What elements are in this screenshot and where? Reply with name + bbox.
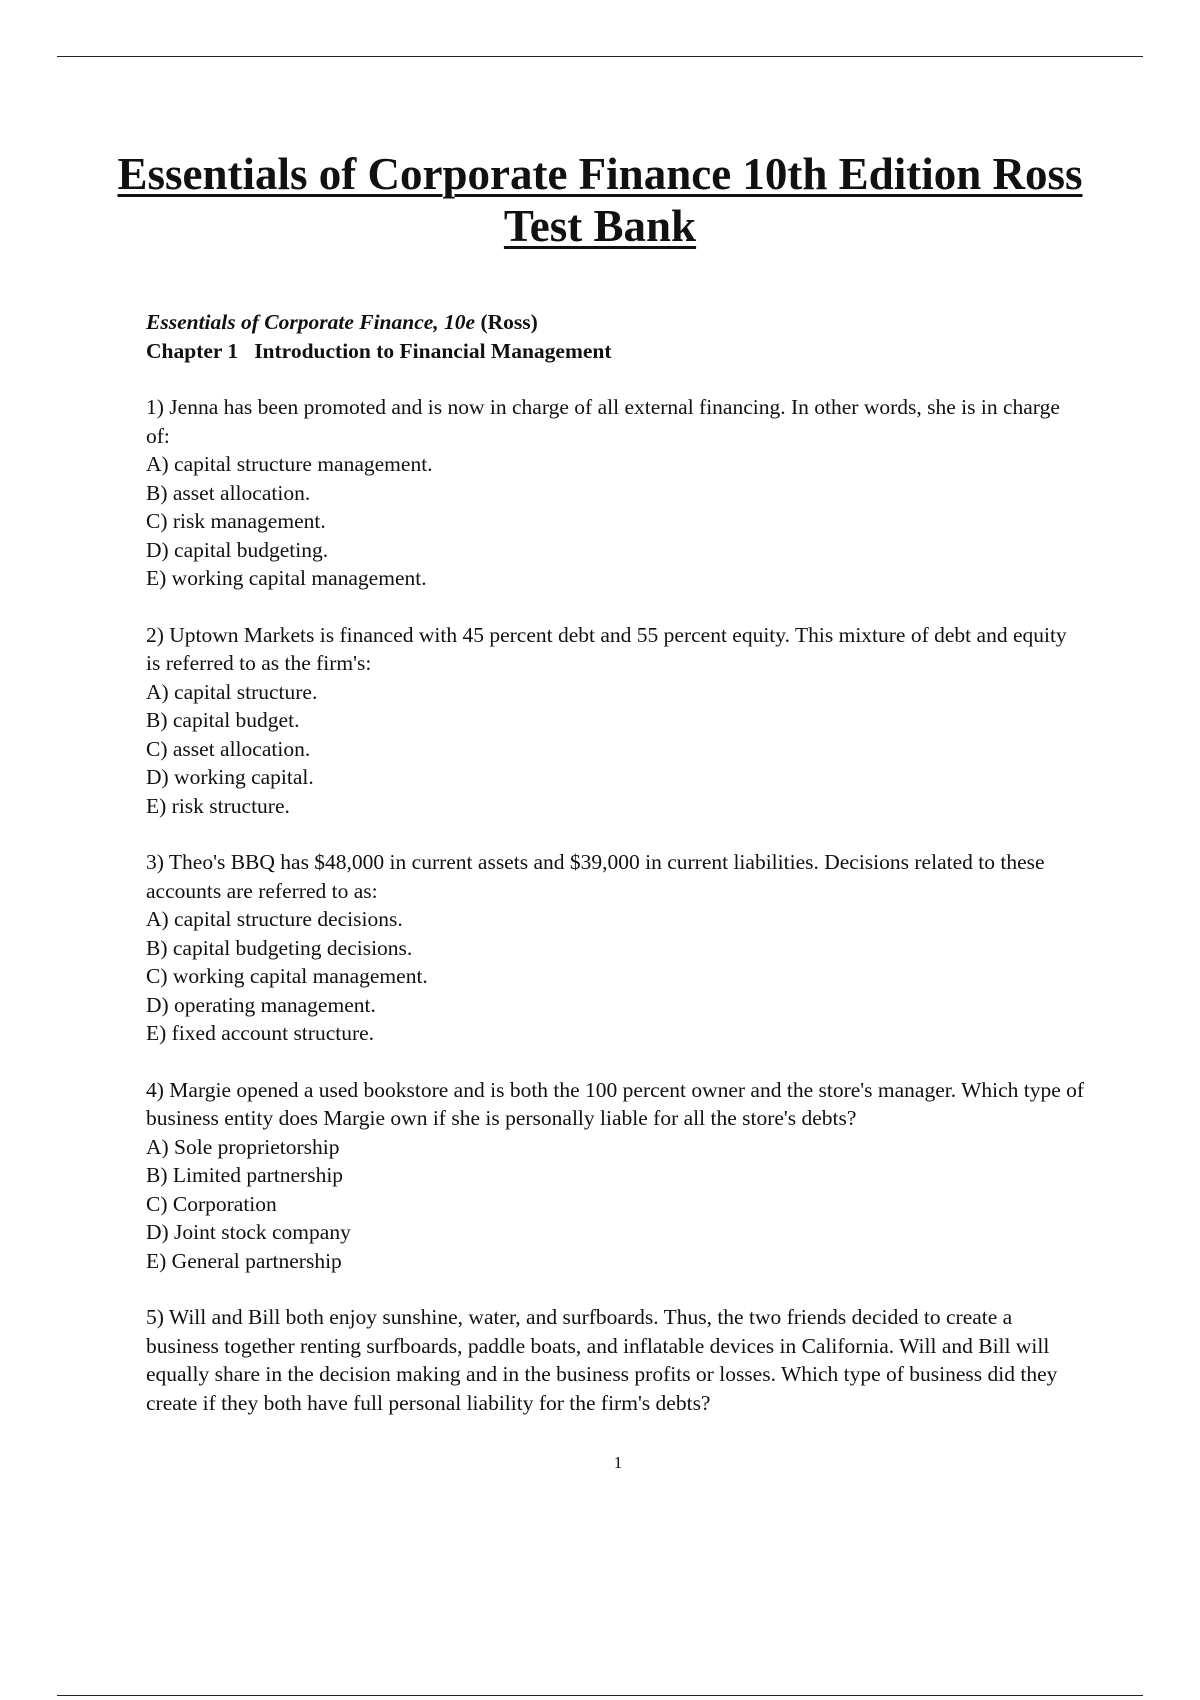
question-stem: 2) Uptown Markets is financed with 45 percent debt and 55 percent equity. This mixture of debt and equity is referred to as the firm's: xyxy=(146,622,1067,675)
chapter-title: Introduction to Financial Management xyxy=(254,338,612,363)
title-line-2: Test Bank xyxy=(503,201,697,251)
question-stem: 3) Theo's BBQ has $48,000 in current assets and $39,000 in current liabilities. Decisions related to these accounts are referred to as: xyxy=(146,850,1045,903)
title-line-1: Essentials of Corporate Finance 10th Edition Ross xyxy=(117,149,1083,199)
answer-choice: E) working capital management. xyxy=(146,566,427,590)
question-2 xyxy=(146,621,1086,821)
top-divider xyxy=(57,56,1143,57)
answer-choice: D) working capital. xyxy=(146,765,314,789)
document-body xyxy=(146,308,1086,1417)
answer-choice: A) capital structure decisions. xyxy=(146,907,403,931)
answer-choice: A) Sole proprietorship xyxy=(146,1134,340,1159)
chapter-number: Chapter 1 xyxy=(146,338,239,363)
answer-choice: B) capital budgeting decisions. xyxy=(146,935,413,960)
answer-choice: D) operating management. xyxy=(146,992,376,1017)
answer-choice: B) asset allocation. xyxy=(146,480,311,505)
question-list xyxy=(146,393,1086,1417)
book-reference xyxy=(146,308,1086,337)
bottom-divider xyxy=(57,1695,1143,1696)
answer-choice: B) capital budget. xyxy=(146,708,300,732)
question-5 xyxy=(146,1303,1086,1417)
page-number: 1 xyxy=(613,1453,623,1472)
answer-choice: D) Joint stock company xyxy=(146,1220,351,1244)
book-name: Essentials of Corporate Finance, 10e xyxy=(146,310,476,334)
question-1 xyxy=(146,393,1086,593)
question-stem: 4) Margie opened a used bookstore and is both the 100 percent owner and the store's manager. Which type of business entity does Margie own if she is personally liable for all the store's debts? xyxy=(146,1077,1085,1130)
question-4 xyxy=(146,1076,1086,1276)
question-3 xyxy=(146,848,1086,1048)
question-stem: 5) Will and Bill both enjoy sunshine, water, and surfboards. Thus, the two friends decided to create a business together renting surfboards, paddle boats, and inflatable devices in California. Will and Bill will equally share in the decision making and in the business profits or losses. Which type of business did they create if they both have full personal liability for the firm's debts? xyxy=(146,1305,1058,1415)
answer-choice: C) working capital management. xyxy=(146,964,428,988)
answer-choice: E) risk structure. xyxy=(146,793,290,818)
chapter-header xyxy=(146,308,1086,365)
answer-choice: C) risk management. xyxy=(146,509,326,533)
answer-choice: D) capital budgeting. xyxy=(146,537,329,562)
answer-choice: A) capital structure management. xyxy=(146,452,433,476)
book-author: (Ross) xyxy=(475,310,538,334)
answer-choice: E) General partnership xyxy=(146,1248,342,1273)
answer-choice: A) capital structure. xyxy=(146,679,318,704)
answer-choice: E) fixed account structure. xyxy=(146,1021,375,1045)
question-stem: 1) Jenna has been promoted and is now in charge of all external financing. In other words, she is in charge of: xyxy=(146,395,1060,448)
answer-choice: C) asset allocation. xyxy=(146,736,311,761)
document-title xyxy=(100,148,1100,252)
answer-choice: B) Limited partnership xyxy=(146,1163,344,1187)
chapter-heading xyxy=(146,337,1086,366)
answer-choice: C) Corporation xyxy=(146,1191,277,1216)
